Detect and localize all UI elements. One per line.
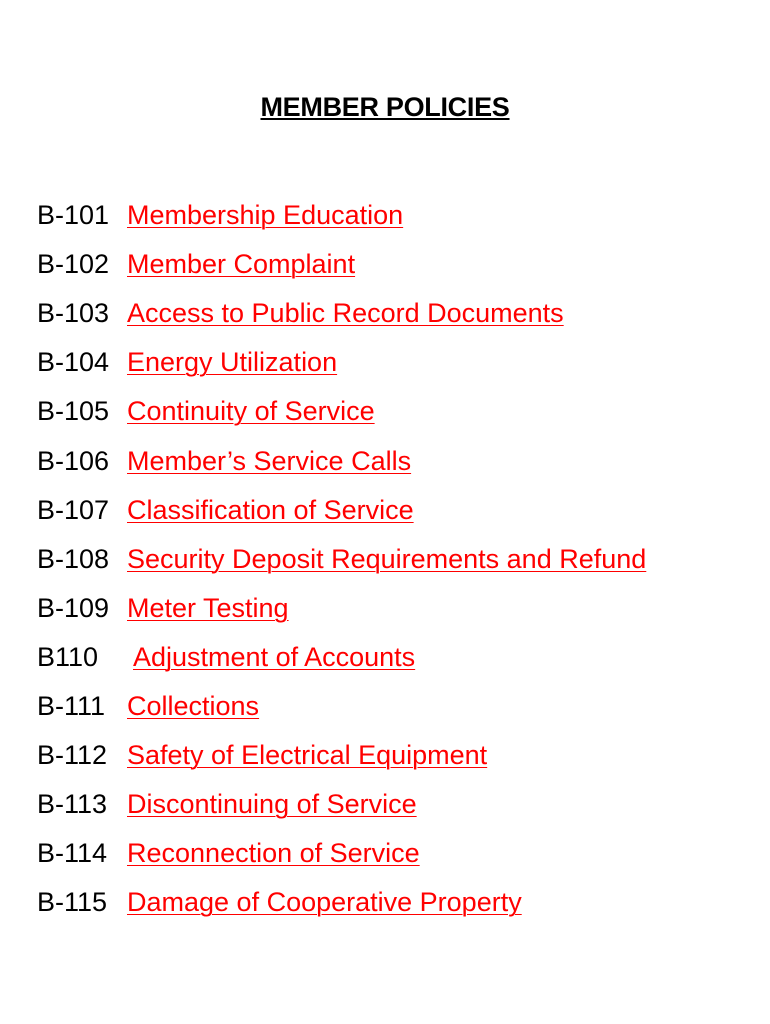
- policy-link-classification-of-service[interactable]: Classification of Service: [127, 494, 414, 525]
- policy-code: B-106: [37, 445, 110, 476]
- policy-code: B-112: [37, 740, 108, 771]
- policy-code: B-107: [37, 494, 110, 525]
- policy-link-security-deposit[interactable]: Security Deposit Requirements and Refund: [127, 543, 647, 574]
- policy-row: [37, 878, 760, 927]
- policy-row: [37, 387, 760, 436]
- policy-code: B-103: [37, 298, 110, 329]
- policy-row: [37, 633, 760, 682]
- policy-link-member-service-calls[interactable]: Member’s Service Calls: [127, 445, 412, 476]
- policy-link-reconnection-of-service[interactable]: Reconnection of Service: [127, 838, 420, 869]
- policy-code: B-115: [37, 887, 108, 918]
- policy-link-energy-utilization[interactable]: Energy Utilization: [127, 347, 338, 378]
- policy-row: [37, 486, 760, 535]
- policy-code: B-101: [37, 200, 110, 231]
- policy-row: [37, 682, 760, 731]
- policy-link-public-record-documents[interactable]: Access to Public Record Documents: [127, 298, 564, 329]
- policy-row: [37, 338, 760, 387]
- policy-row: [37, 584, 760, 633]
- policy-link-meter-testing[interactable]: Meter Testing: [127, 592, 289, 623]
- page-title: MEMBER POLICIES: [260, 92, 510, 122]
- policy-row: [37, 436, 760, 485]
- policy-row: [37, 780, 760, 829]
- policy-code: B110: [37, 641, 99, 672]
- policy-link-collections[interactable]: Collections: [127, 690, 260, 721]
- policy-link-adjustment-of-accounts[interactable]: Adjustment of Accounts: [133, 641, 416, 672]
- policy-link-membership-education[interactable]: Membership Education: [127, 200, 404, 231]
- policy-link-continuity-of-service[interactable]: Continuity of Service: [127, 396, 375, 427]
- policy-code: B-109: [37, 592, 110, 623]
- policy-code: B-114: [37, 838, 108, 869]
- policy-link-safety-of-electrical-equipment[interactable]: Safety of Electrical Equipment: [127, 740, 488, 771]
- policy-code: B-104: [37, 347, 110, 378]
- policy-link-damage-of-cooperative-property[interactable]: Damage of Cooperative Property: [127, 887, 522, 918]
- policy-code: B-111: [37, 690, 106, 721]
- policy-row: [37, 535, 760, 584]
- policy-link-discontinuing-of-service[interactable]: Discontinuing of Service: [127, 789, 417, 820]
- policy-row: [37, 731, 760, 780]
- policy-code: B-102: [37, 249, 110, 280]
- policy-code: B-113: [37, 789, 108, 820]
- policy-row: [37, 191, 760, 240]
- policy-link-member-complaint[interactable]: Member Complaint: [127, 249, 356, 280]
- policy-code: B-108: [37, 543, 110, 574]
- policy-row: [37, 289, 760, 338]
- policy-row: [37, 829, 760, 878]
- policy-code: B-105: [37, 396, 110, 427]
- policy-row: [37, 240, 760, 289]
- policy-list: [37, 191, 760, 927]
